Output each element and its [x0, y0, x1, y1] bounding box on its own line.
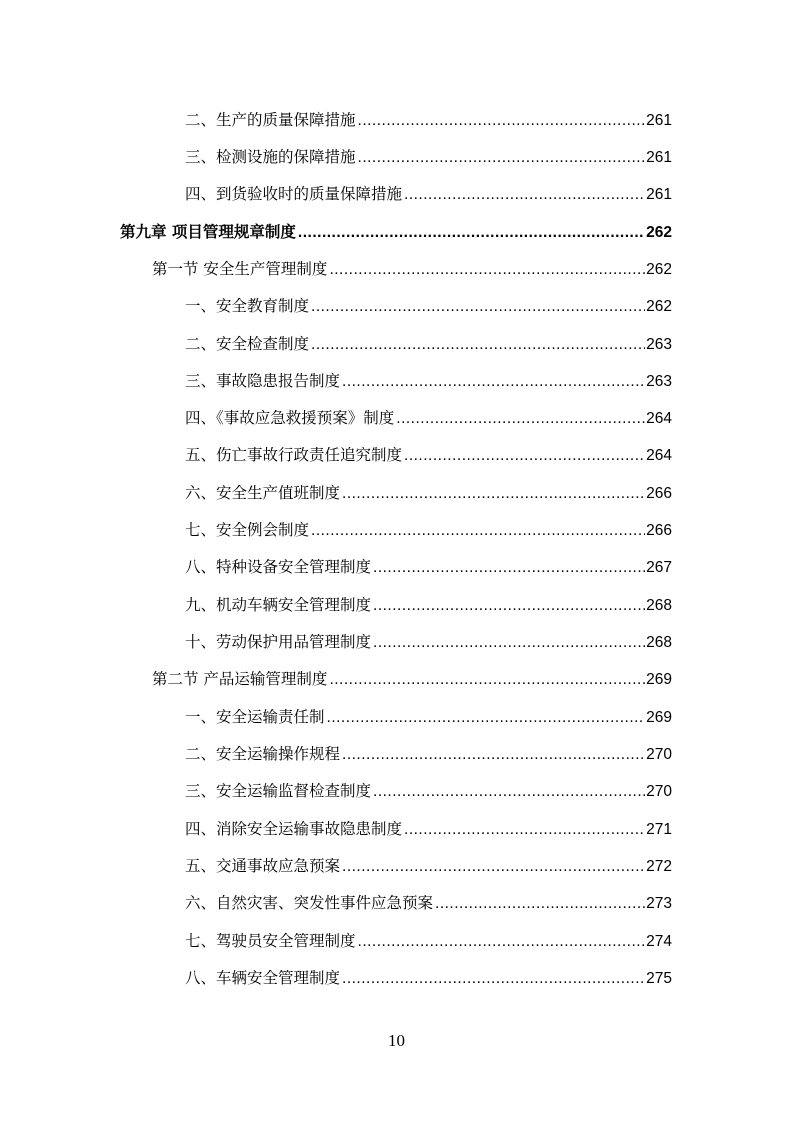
- toc-entry-page: 266: [646, 522, 672, 539]
- dot-leader: [373, 556, 645, 580]
- toc-entry-title: 二、安全运输操作规程: [185, 745, 341, 763]
- toc-entry-page: 262: [646, 261, 672, 278]
- toc-entry-title: 九、机动车辆安全管理制度: [185, 596, 372, 614]
- toc-entry[interactable]: [185, 742, 672, 766]
- toc-entry[interactable]: [185, 966, 672, 990]
- toc-entry-title: 六、安全生产值班制度: [185, 484, 341, 502]
- toc-entry[interactable]: [185, 108, 672, 132]
- toc-entry[interactable]: [185, 481, 672, 505]
- toc-entry[interactable]: [185, 406, 672, 430]
- toc-entry-page: 267: [646, 559, 672, 576]
- toc-section-entry[interactable]: [152, 667, 672, 691]
- toc-entry[interactable]: [185, 593, 672, 617]
- toc-entry[interactable]: [185, 182, 672, 206]
- toc-entry-page: 262: [646, 298, 672, 315]
- toc-entry-title: 一、安全教育制度: [185, 297, 310, 315]
- toc-entry[interactable]: [185, 518, 672, 542]
- toc-entry-page: 269: [646, 709, 672, 726]
- toc-entry-page: 270: [646, 783, 672, 800]
- toc-entry-title: 七、安全例会制度: [185, 521, 310, 539]
- toc-entry-page: 264: [646, 447, 672, 464]
- toc-entry-page: 274: [646, 933, 672, 950]
- toc-entry-title: 二、生产的质量保障措施: [185, 111, 356, 129]
- toc-entry-page: 266: [646, 485, 672, 502]
- toc-entry-page: 269: [646, 671, 672, 688]
- dot-leader: [373, 780, 645, 804]
- toc-section-entry[interactable]: [152, 257, 672, 281]
- toc-entry-title: 十、劳动保护用品管理制度: [185, 633, 372, 651]
- dot-leader: [342, 743, 645, 767]
- toc-chapter-entry[interactable]: [120, 220, 672, 244]
- toc-entry-title: 七、驾驶员安全管理制度: [185, 932, 356, 950]
- dot-leader: [327, 706, 646, 730]
- dot-leader: [342, 482, 645, 506]
- toc-entry-page: 261: [646, 112, 672, 129]
- dot-leader: [342, 855, 645, 879]
- toc-entry-title: 第九章 项目管理规章制度: [120, 223, 296, 241]
- toc-entry-page: 271: [646, 821, 672, 838]
- toc-entry-page: 273: [646, 895, 672, 912]
- dot-leader: [311, 519, 645, 543]
- toc-entry[interactable]: [185, 630, 672, 654]
- toc-entry[interactable]: [185, 705, 672, 729]
- toc-entry-title: 第一节 安全生产管理制度: [152, 260, 328, 278]
- page-number: 10: [388, 1031, 405, 1050]
- toc-entry-page: 270: [646, 746, 672, 763]
- toc-entry-page: 261: [646, 186, 672, 203]
- toc-entry-page: 263: [646, 373, 672, 390]
- toc-entry-title: 四、到货验收时的质量保障措施: [185, 185, 403, 203]
- toc-entry-title: 八、车辆安全管理制度: [185, 969, 341, 987]
- toc-entry-title: 三、安全运输监督检查制度: [185, 782, 372, 800]
- toc-entry[interactable]: [185, 854, 672, 878]
- toc-entry-page: 262: [646, 224, 672, 241]
- toc-entry[interactable]: [185, 145, 672, 169]
- toc-entry[interactable]: [185, 929, 672, 953]
- toc-entry[interactable]: [185, 332, 672, 356]
- dot-leader: [358, 109, 646, 133]
- dot-leader: [298, 221, 645, 245]
- toc-entry-title: 五、伤亡事故行政责任追究制度: [185, 446, 403, 464]
- toc-entry-title: 四、《事故应急救援预案》制度: [185, 409, 395, 427]
- toc-entry-title: 四、消除安全运输事故隐患制度: [185, 820, 403, 838]
- toc-entry-page: 261: [646, 149, 672, 166]
- dot-leader: [311, 295, 645, 319]
- toc-entry[interactable]: [185, 779, 672, 803]
- dot-leader: [342, 967, 645, 991]
- toc-entry[interactable]: [185, 369, 672, 393]
- dot-leader: [329, 668, 645, 692]
- toc-entry-page: 272: [646, 858, 672, 875]
- dot-leader: [358, 930, 646, 954]
- toc-entry-page: 268: [646, 634, 672, 651]
- toc-entry-title: 二、安全检查制度: [185, 335, 310, 353]
- toc-entry-title: 三、检测设施的保障措施: [185, 148, 356, 166]
- dot-leader: [329, 258, 645, 282]
- toc-entry-title: 八、特种设备安全管理制度: [185, 558, 372, 576]
- dot-leader: [311, 333, 645, 357]
- dot-leader: [404, 183, 645, 207]
- toc-entry[interactable]: [185, 817, 672, 841]
- toc-entry[interactable]: [185, 891, 672, 915]
- toc-entry-title: 一、安全运输责任制: [185, 708, 325, 726]
- dot-leader: [373, 594, 645, 618]
- toc-entry-title: 第二节 产品运输管理制度: [152, 670, 328, 688]
- toc-entry-page: 268: [646, 597, 672, 614]
- toc-entry-title: 三、事故隐患报告制度: [185, 372, 341, 390]
- dot-leader: [435, 892, 645, 916]
- toc-entry-title: 五、交通事故应急预案: [185, 857, 341, 875]
- dot-leader: [404, 818, 645, 842]
- dot-leader: [373, 631, 645, 655]
- toc-entry-page: 264: [646, 410, 672, 427]
- dot-leader: [342, 370, 645, 394]
- toc-entry-title: 六、自然灾害、突发性事件应急预案: [185, 894, 434, 912]
- toc-entry[interactable]: [185, 294, 672, 318]
- toc-entry[interactable]: [185, 443, 672, 467]
- toc-entry-page: 263: [646, 336, 672, 353]
- dot-leader: [358, 146, 646, 170]
- toc-entry[interactable]: [185, 555, 672, 579]
- toc-entry-page: 275: [646, 970, 672, 987]
- dot-leader: [396, 407, 645, 431]
- dot-leader: [404, 444, 645, 468]
